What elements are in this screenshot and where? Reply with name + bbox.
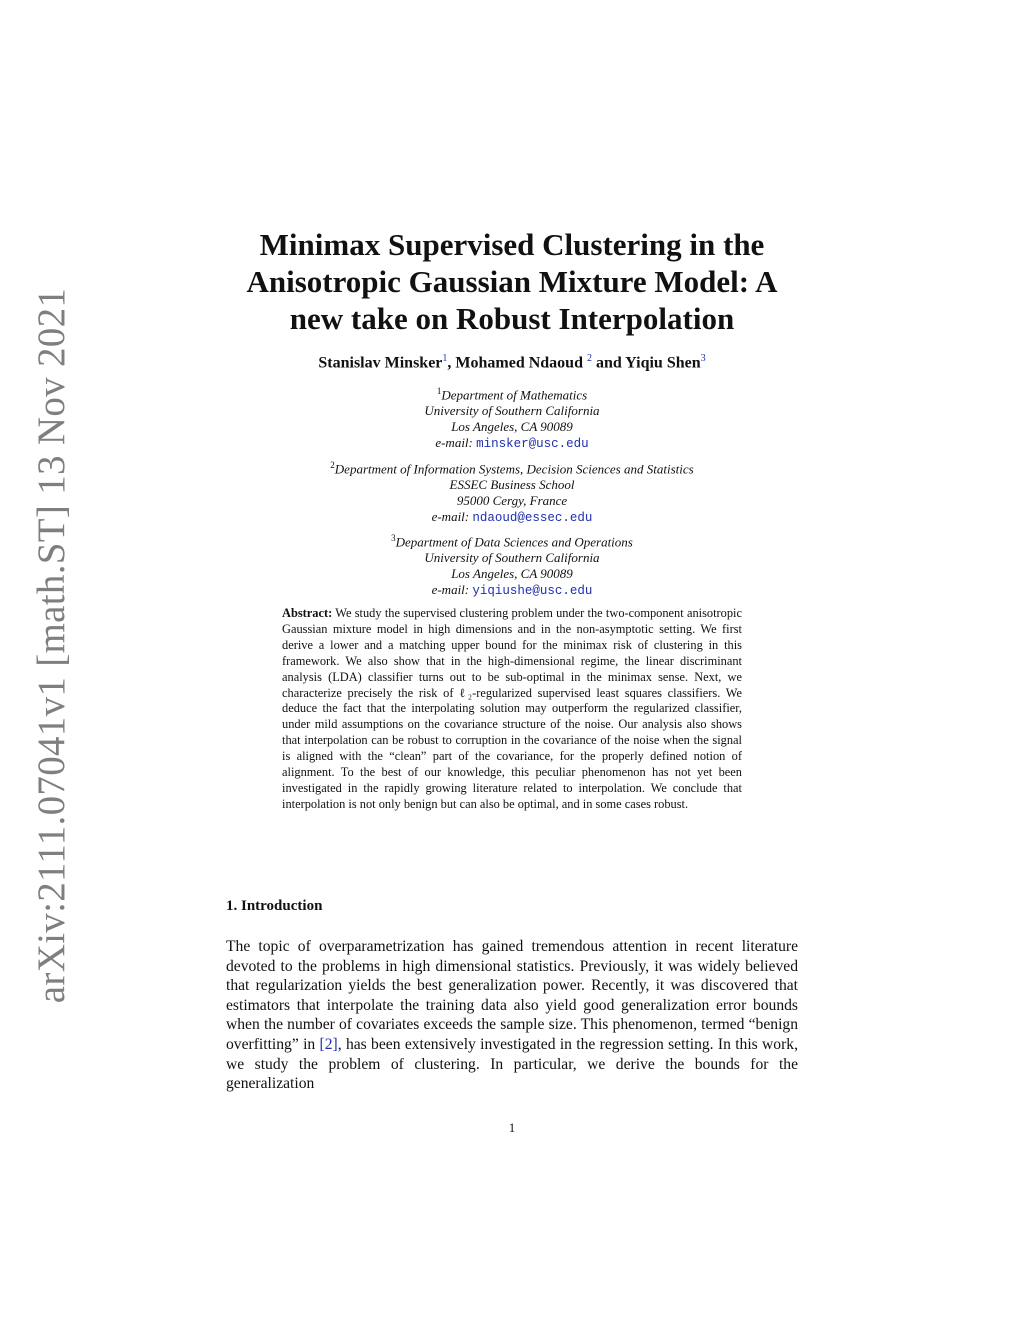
section-heading: 1. Introduction <box>226 898 323 914</box>
affiliation-number: 2 <box>330 460 335 470</box>
affiliation-line: Department of Data Sciences and Operations <box>395 534 633 550</box>
affiliation-block <box>200 457 824 526</box>
introduction-paragraph <box>226 937 798 1094</box>
page-number: 1 <box>508 1120 516 1135</box>
affiliation-line: Los Angeles, CA 90089 <box>451 566 573 582</box>
author-separator: and <box>591 354 626 372</box>
affiliation-line: University of Southern California <box>424 403 600 419</box>
affiliation-line: University of Southern California <box>424 550 600 566</box>
arxiv-sidebar <box>30 287 74 1003</box>
email-link[interactable]: minsker@usc.edu <box>476 437 589 452</box>
abstract-label: Abstract: <box>282 606 333 620</box>
author-separator: , <box>447 354 456 372</box>
affiliation-block <box>200 383 824 452</box>
citation-link[interactable]: [2] <box>319 1035 338 1053</box>
author-affiliation-mark[interactable]: 2 <box>586 353 592 364</box>
author-name: Stanislav Minsker <box>318 354 443 372</box>
affiliation-block <box>200 530 824 599</box>
affiliation-line: Department of Information Systems, Decision Sciences and Statistics <box>334 461 694 477</box>
affiliation-number: 3 <box>391 533 396 543</box>
arxiv-identifier: arXiv:2111.07041v1 [math.ST] 13 Nov 2021 <box>30 287 74 1003</box>
title-line-3: new take on Robust Interpolation <box>289 301 735 336</box>
author-affiliation-mark[interactable]: 1 <box>442 353 448 364</box>
email-label: e-mail: <box>435 435 477 451</box>
email-link[interactable]: yiqiushe@usc.edu <box>472 584 593 599</box>
abstract <box>282 606 742 813</box>
intro-text: The topic of overparametrization has gained tremendous attention in recent literature devoted to the problems in high dimensional statistics. Previously, it was widely believed that regularization yields the best generalization power. Recently, it was discovered that estimators that interpolate the training data also yield good generalization error bounds when the number of covariates exceeds the sample size. This phenomenon, termed “benign overfitting” in <box>226 938 798 1053</box>
author-list <box>200 353 824 372</box>
author-name: Mohamed Ndaoud <box>455 354 583 372</box>
author-affiliation-mark[interactable]: 3 <box>700 353 706 364</box>
paper-title <box>200 226 824 337</box>
intro-text: , has been extensively investigated in the regression setting. In this work, we study the problem of clustering. In particular, we derive the bounds for the generalization <box>226 1035 798 1093</box>
affiliation-line: Los Angeles, CA 90089 <box>451 419 573 435</box>
title-line-2: Anisotropic Gaussian Mixture Model: A <box>246 264 778 299</box>
title-line-1: Minimax Supervised Clustering in the <box>259 227 765 262</box>
email-label: e-mail: <box>431 509 473 525</box>
affiliation-line: ESSEC Business School <box>449 477 575 493</box>
affiliation-line: Department of Mathematics <box>441 387 588 403</box>
author-name: Yiqiu Shen <box>625 354 701 372</box>
abstract-text: We study the supervised clustering problem under the two-component anisotropic Gaussian mixture model in high dimensions and in the non-asymptotic setting. We first derive a lower and a matching upper bound for the minimax risk of clustering in this framework. We also show that in the high-dimensional regime, the linear discriminant analysis (LDA) classifier turns out to be sub-optimal in the minimax sense. Next, we characterize precisely the risk of ℓ₂-regularized supervised least squares classifiers. We deduce the fact that the interpolating solution may outperform the regularized classifier, under mild assumptions on the covariance structure of the noise. Our analysis also shows that interpolation can be robust to corruption in the covariance of the noise when the signal is aligned with the “clean” part of the covariance, for the properly defined notion of alignment. To the best of our knowledge, this peculiar phenomenon has not yet been investigated in the rapidly growing literature related to interpolation. We conclude that interpolation is not only benign but can also be optimal, and in some cases robust. <box>282 606 743 811</box>
email-label: e-mail: <box>431 582 473 598</box>
affiliation-number: 1 <box>436 386 442 396</box>
email-link[interactable]: ndaoud@essec.edu <box>472 511 593 526</box>
affiliation-line: 95000 Cergy, France <box>456 493 568 509</box>
